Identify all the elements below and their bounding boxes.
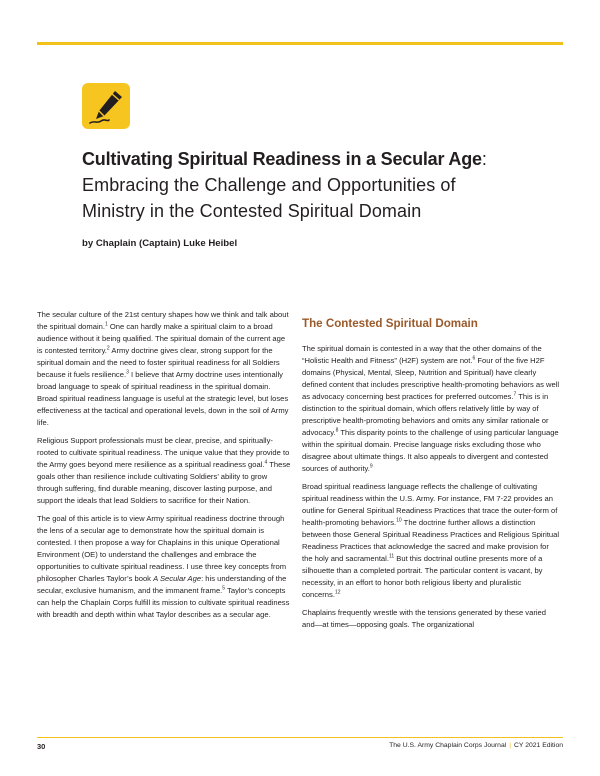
header-rule [37,42,563,45]
title-subtitle-line2: Ministry in the Contested Spiritual Domain [82,201,422,221]
left-column [37,309,291,627]
footer-rule [37,737,563,738]
page-number: 30 [37,742,46,751]
paragraph-1: The secular culture of the 21st century shapes how we think and talk about the spiritual domain.$^1$ One can hardly make a spiritual claim to a broad audience without it being qualified. The spiritual domain of the current age is contested territory.$^2$ Army doctrine gives clear, strong support for the spiritual domain and the need to foster spiritual readiness for all Soldiers because it fuels resilience.$^3$ I believe that Army doctrine uses intentionally broad language to speak of spiritual readiness in the spiritual domain. Broad spiritual readiness language is useful at the strategic level, but loses effectiveness at the tactical and operational levels, down in the soil of Army life. [37,310,289,427]
paragraph-4: The spiritual domain is contested in a way that the other domains of the “Holistic Health and Fitness” (H2F) system are not.$^6$ Four of the five H2F domains (Physical, Mental, Sleep, Nutrition and Spiritual) have clearly defined content that includes prescriptive health-promoting behaviors as well as advocacy concerning best practices for preferred outcomes.$^7$ This is in distinction to the spiritual domain, which offers relatively little by way of prescriptive health-promoting behaviors and omits any similar rationale or advocacy.$^8$ This disparity points to the challenge of using particular language within the spiritual domain. Precise language risks excluding those who disagree about ultimate things. It also appeals to divergent and contested sources of authority.$^9$ [302,344,560,473]
paragraph-6: Chaplains frequently wrestle with the tensions generated by these varied and—at times—opposing goals. The organizational [302,608,546,629]
title-subtitle-line1: Embracing the Challenge and Opportunities of [82,175,456,195]
author-byline: by Chaplain (Captain) Luke Heibel [82,238,238,249]
right-column [302,309,560,637]
title-colon: : [481,149,487,169]
footer-separator: | [509,742,511,749]
journal-name: The U.S. Army Chaplain Corps Journal [389,742,507,749]
pen-writing-icon [82,83,130,129]
running-footer [389,742,563,749]
title-main: Cultivating Spiritual Readiness in a Secular Age [82,149,482,169]
section-heading: The Contested Spiritual Domain [302,317,478,330]
paragraph-2: Religious Support professionals must be clear, precise, and spiritually-rooted to cultivate spiritual readiness. The unique value that they provide to the Army goes beyond mere resilience as a spiritual readiness goal.$^4$ These goals other than resilience include cultivating Soldiers’ ability to grow through suffering, find durable meaning, discover lasting purpose, and support the ideals that lead Soldiers to sacrifice for their Nation. [37,436,291,505]
paragraph-5: Broad spiritual readiness language reflects the challenge of cultivating spiritual readiness within the U.S. Army. For instance, FM 7-22 provides an outline for General Spiritual Readiness Practices that trace the outer-form of health-promoting behaviors.$^{10}$ The doctrine further allows a distinction between those General Spiritual Readiness Practices and Religious Spiritual Readiness Practices that acknowledge the sacred and make provision for the holy and sacramental.$^{11}$ But this doctrinal outline presents more of a silhouette than a completed portrait. The particular content is vacant, by necessity, in an effort to honor both religious liberty and pluralistic concerns.$^{12}$ [302,482,560,599]
edition: CY 2021 Edition [514,742,563,749]
paragraph-3: The goal of this article is to view Army spiritual readiness doctrine through the lens of a secular age to demonstrate how the spiritual domain is contested. I then propose a way for Chaplains in this unique Operational Environment (OE) to understand the challenges and embrace the opportunities to cultivate spiritual readiness. I use three key concepts from philosopher Charles Taylor’s book A Secular Age: his understanding of the secular, exclusive humanism, and the immanent frame.$^5$ Taylor’s concepts can help the Chaplain Corps fulfill its mission to cultivate spiritual readiness with breadth and depth within what Taylor describes as a secular age. [37,514,290,619]
article-title [82,146,542,224]
